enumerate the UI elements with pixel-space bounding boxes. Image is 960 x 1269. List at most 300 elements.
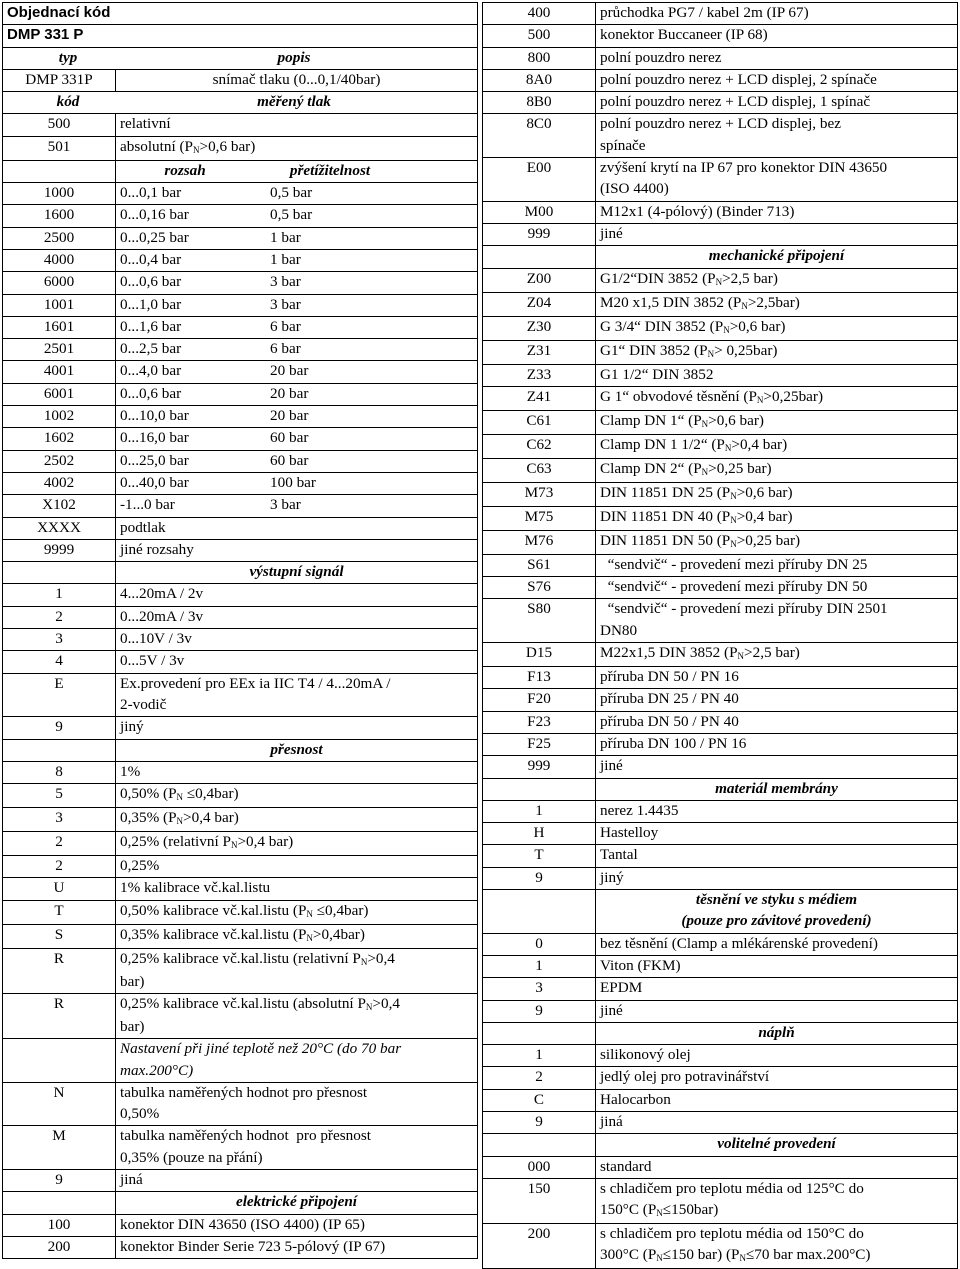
cell-text: 0...20mA / 3v [120, 607, 204, 625]
description-cell [116, 495, 478, 517]
option-row [483, 530, 958, 554]
description-cell [596, 689, 958, 711]
option-row [3, 832, 478, 856]
cell-text: 3 bar [270, 496, 301, 514]
heading-row [3, 3, 478, 25]
code-cell [483, 47, 596, 69]
code-cell [3, 673, 116, 695]
code-cell [483, 823, 596, 845]
description-cell [596, 978, 958, 1000]
cell-text: s chladičem pro teplotu média od 125°C do [600, 1179, 864, 1197]
cell-text: Nastavení při jiné teplotě než 20°C (do 70 bar [120, 1040, 402, 1058]
code-cell [3, 761, 116, 783]
option-row [483, 1067, 958, 1089]
cell-text: >0,25 bar) [708, 459, 772, 477]
cell-text: kód [56, 93, 80, 111]
cell-text: 1 [535, 1046, 543, 1064]
cell-text: S76 [527, 578, 551, 596]
code-cell [483, 978, 596, 1000]
cell-text: 9 [55, 1171, 63, 1189]
cell-text: 1600 [43, 206, 75, 224]
code-cell [483, 1045, 596, 1067]
cell-text: 0...2,5 bar [120, 340, 182, 358]
description-cell [596, 506, 958, 530]
cell-text: podtlak [120, 518, 166, 536]
cell-text: 0...1,0 bar [120, 295, 182, 313]
cell-text: T [54, 901, 64, 919]
cell-text: 2501 [43, 340, 75, 358]
continuation-row [483, 1200, 958, 1224]
cell-text: 800 [527, 48, 551, 66]
cell-text: >0,4 bar) [183, 809, 239, 827]
description-cell [596, 554, 958, 576]
option-row [483, 25, 958, 47]
cell-text: jiný [120, 718, 144, 736]
cell-text: >0,6 bar) [736, 483, 793, 501]
cell-text: 0...1,6 bar [120, 317, 182, 335]
continuation-row [3, 972, 478, 994]
description-cell [596, 69, 958, 91]
cell-text: DMP 331P [25, 70, 93, 88]
option-row [483, 1178, 958, 1200]
cell-text: 1 bar [270, 250, 301, 268]
description-cell [116, 249, 478, 271]
subscript: N [306, 932, 313, 943]
cell-text: 2 [55, 607, 63, 625]
code-cell [483, 340, 596, 364]
description-cell [596, 577, 958, 599]
cell-text: 0 [535, 934, 543, 952]
cell-text: 1 bar [270, 228, 301, 246]
subscript: N [715, 276, 723, 287]
cell-text: 2502 [43, 451, 75, 469]
code-cell [483, 689, 596, 711]
option-row [3, 136, 478, 160]
range-row [3, 406, 478, 428]
subscript: N [730, 538, 737, 549]
code-cell [483, 201, 596, 223]
description-cell [116, 517, 478, 539]
code-cell [483, 1134, 596, 1156]
cell-text: 2 [55, 833, 63, 851]
code-cell [3, 1082, 116, 1104]
subscript: N [724, 442, 732, 453]
cell-text: 400 [527, 4, 551, 21]
section-header-cell [596, 890, 958, 912]
range-row [3, 272, 478, 294]
description-cell [596, 410, 958, 434]
cell-text: jiný [600, 868, 624, 886]
description-cell [116, 339, 478, 361]
cell-text: 0...0,1 bar [120, 184, 182, 202]
cell-text: >0,4 [367, 949, 395, 967]
cell-text: 9 [535, 868, 543, 886]
cell-text: Clamp DN 1“ (P [600, 411, 702, 429]
cell-text: Z33 [526, 365, 552, 383]
cell-text: F23 [527, 712, 551, 730]
code-cell [3, 972, 116, 994]
code-cell [3, 1236, 116, 1258]
cell-text: 9 [535, 1112, 543, 1130]
section-header-row [3, 47, 478, 69]
cell-text: Clamp DN 1 1/2“ (P [600, 435, 725, 453]
cell-text: 4001 [43, 362, 75, 380]
cell-text: polní pouzdro nerez [600, 48, 722, 66]
cell-text: M20 x1,5 DIN 3852 (P [600, 293, 742, 311]
code-cell [483, 890, 596, 912]
option-row [483, 340, 958, 364]
option-row [3, 1039, 478, 1061]
cell-text: ≤0,4bar) [312, 901, 369, 919]
cell-text: relativní [120, 115, 171, 133]
description-cell [596, 340, 958, 364]
cell-text: 20 bar [270, 407, 309, 425]
cell-text: >0,25 bar) [736, 531, 801, 549]
cell-text: 0,5 bar [270, 206, 313, 224]
option-row [3, 856, 478, 878]
cell-text: 5 [55, 785, 63, 803]
code-cell [483, 599, 596, 621]
option-row [483, 386, 958, 410]
code-cell [3, 1126, 116, 1148]
cell-text: těsnění ve styku s médiem [695, 891, 858, 909]
cell-text: 200 [527, 1225, 551, 1243]
description-cell [596, 1000, 958, 1022]
description-cell [116, 272, 478, 294]
range-row [3, 495, 478, 517]
code-cell [483, 1089, 596, 1111]
description-cell [596, 223, 958, 245]
description-cell [596, 1156, 958, 1178]
cell-text: 60 bar [270, 429, 309, 447]
description-cell [116, 472, 478, 494]
cell-text: >0,4 [372, 994, 400, 1012]
option-row [3, 673, 478, 695]
subscript: N [365, 1001, 373, 1012]
description-cell [596, 867, 958, 889]
range-row [3, 450, 478, 472]
description-cell [116, 114, 478, 136]
option-row [483, 434, 958, 458]
option-row [3, 539, 478, 561]
range-row [3, 316, 478, 338]
code-cell [3, 316, 116, 338]
subscript: N [176, 792, 184, 803]
option-row [483, 577, 958, 599]
option-row [3, 900, 478, 924]
range-row [3, 227, 478, 249]
code-cell [483, 756, 596, 778]
cell-text: příruba DN 50 / PN 16 [600, 668, 739, 686]
code-cell [3, 472, 116, 494]
range-row [3, 383, 478, 405]
cell-text: 1 [55, 585, 63, 603]
description-cell [116, 1104, 478, 1126]
description-cell [116, 784, 478, 808]
cell-text: M12x1 (4-pólový) (Binder 713) [600, 202, 795, 220]
code-cell [483, 778, 596, 800]
description-cell [116, 406, 478, 428]
cell-text: konektor Buccaneer (IP 68) [600, 26, 768, 44]
description-cell [596, 434, 958, 458]
option-row [3, 808, 478, 832]
description-cell [596, 268, 958, 292]
code-cell [483, 506, 596, 530]
code-cell [3, 136, 116, 160]
cell-text: >2,5 bar) [722, 269, 778, 287]
option-row [3, 948, 478, 972]
option-row [483, 47, 958, 69]
subscript: N [193, 144, 200, 155]
continuation-row [483, 1245, 958, 1269]
description-cell [116, 717, 478, 739]
cell-text: 500 [47, 115, 71, 133]
cell-text: M00 [524, 202, 554, 220]
cell-text: absolutní (P [120, 137, 193, 155]
code-cell [483, 292, 596, 316]
range-row [3, 294, 478, 316]
cell-text: 0,50% (P [120, 785, 177, 803]
code-cell [483, 800, 596, 822]
subscript: N [176, 816, 184, 827]
cell-text: 300°C (P [600, 1246, 657, 1264]
code-cell [3, 183, 116, 205]
code-cell [3, 272, 116, 294]
continuation-row [3, 695, 478, 717]
code-cell [483, 316, 596, 340]
cell-text: “sendvič“ - provedení mezi příruby DIN 2501 [600, 600, 888, 618]
description-cell [596, 179, 958, 201]
cell-text: 150°C (P [600, 1201, 657, 1219]
order-code-table-left [2, 2, 478, 1259]
cell-text: 8A0 [525, 70, 553, 88]
cell-text: 2-vodič [120, 695, 167, 713]
option-row [3, 584, 478, 606]
cell-text: Ex.provedení pro EEx ia IIC T4 / 4...20mA / [120, 674, 391, 692]
code-cell [3, 539, 116, 561]
cell-text: C61 [526, 411, 552, 429]
cell-text: konektor Binder Serie 723 5-pólový (IP 67) [120, 1237, 386, 1255]
subscript: N [739, 1253, 746, 1264]
cell-text: 1% kalibrace vč.kal.listu [120, 879, 271, 897]
section-header-row [483, 890, 958, 912]
cell-text: >2,5bar) [747, 293, 800, 311]
code-cell [483, 410, 596, 434]
subscript: N [360, 956, 368, 967]
cell-text: >2,5 bar) [744, 644, 800, 662]
cell-text: max.200°C) [120, 1061, 194, 1079]
description-cell [596, 599, 958, 621]
cell-text: (ISO 4400) [600, 180, 669, 198]
code-cell [483, 434, 596, 458]
cell-text: G1“ DIN 3852 (P [600, 341, 708, 359]
range-row [3, 361, 478, 383]
cell-text: 4...20mA / 2v [120, 585, 204, 603]
code-cell [3, 562, 116, 584]
cell-text: 0,25% [120, 857, 160, 875]
section-header-row [3, 92, 478, 114]
cell-text: F25 [527, 734, 551, 752]
code-cell [483, 1245, 596, 1269]
cell-text: D15 [525, 644, 553, 662]
cell-text: > 0,25bar) [714, 341, 778, 359]
cell-text: 150 [527, 1179, 551, 1197]
description-cell [116, 584, 478, 606]
range-row [3, 249, 478, 271]
code-cell [483, 92, 596, 114]
cell-text: jiné [600, 757, 623, 775]
cell-text: přetížitelnost [289, 161, 371, 179]
description-cell [596, 1245, 958, 1269]
continuation-row [483, 179, 958, 201]
continuation-row [3, 1017, 478, 1039]
cell-text: 0...0,6 bar [120, 273, 182, 291]
description-cell [116, 1126, 478, 1148]
cell-text: >0,4bar) [312, 925, 365, 943]
code-cell [483, 246, 596, 268]
type-row [3, 69, 478, 91]
cell-text: 0...0,16 bar [120, 206, 189, 224]
code-cell [483, 69, 596, 91]
section-header-cell [596, 778, 958, 800]
cell-text: průchodka PG7 / kabel 2m (IP 67) [600, 4, 809, 21]
cell-text: 4000 [43, 250, 75, 268]
code-cell [483, 3, 596, 25]
cell-text: jiná [120, 1171, 143, 1189]
subscript: N [656, 1253, 663, 1264]
section-header-cell [116, 1192, 478, 1214]
description-cell [116, 761, 478, 783]
cell-text: S [54, 925, 64, 943]
cell-text: 6001 [43, 384, 75, 402]
option-row [3, 1170, 478, 1192]
option-row [483, 756, 958, 778]
continuation-row [483, 136, 958, 158]
cell-text: 3 [55, 630, 63, 648]
cell-text: 0,35% kalibrace vč.kal.listu (P [120, 925, 307, 943]
section-header-row [483, 246, 958, 268]
cell-text: >0,4 bar) [736, 507, 793, 525]
cell-text: zvýšení krytí na IP 67 pro konektor DIN 43650 [600, 159, 888, 177]
description-cell [596, 114, 958, 136]
subscript: N [737, 651, 745, 662]
cell-text: >0,6 bar) [708, 411, 764, 429]
section-header-row [483, 1022, 958, 1044]
code-cell [483, 621, 596, 643]
code-cell [483, 711, 596, 733]
description-cell [116, 1039, 478, 1061]
description-cell [116, 205, 478, 227]
option-row [483, 599, 958, 621]
cell-text: 9999 [43, 540, 75, 558]
description-cell [116, 651, 478, 673]
option-row [3, 717, 478, 739]
description-cell [596, 1224, 958, 1246]
cell-text: 0,5 bar [270, 184, 313, 202]
option-row [483, 364, 958, 386]
description-cell [116, 878, 478, 900]
code-cell [483, 1067, 596, 1089]
description-cell [116, 1214, 478, 1236]
code-cell [3, 832, 116, 856]
cell-text: 1002 [43, 407, 75, 425]
cell-text: 500 [527, 26, 551, 44]
code-cell [3, 739, 116, 761]
cell-text: T [534, 846, 544, 864]
option-row [3, 993, 478, 1017]
code-cell [3, 205, 116, 227]
cell-text: M73 [524, 483, 554, 501]
cell-text: 1 [535, 801, 543, 819]
code-cell [3, 383, 116, 405]
cell-text: 60 bar [270, 451, 309, 469]
description-cell [596, 667, 958, 689]
description-cell [596, 3, 958, 25]
section-header-cell [596, 911, 958, 933]
cell-text: M75 [524, 507, 554, 525]
cell-text: 200 [47, 1237, 71, 1255]
description-cell [596, 621, 958, 643]
description-cell [116, 1148, 478, 1170]
description-cell [596, 933, 958, 955]
code-cell [3, 1148, 116, 1170]
cell-text: 4 [55, 652, 63, 670]
option-row [483, 114, 958, 136]
cell-text: polní pouzdro nerez + LCD displej, 1 spínač [600, 93, 871, 111]
cell-text: 100 bar [270, 473, 316, 491]
code-cell [483, 386, 596, 410]
range-row [3, 183, 478, 205]
option-row [483, 933, 958, 955]
code-cell [3, 114, 116, 136]
code-cell [483, 25, 596, 47]
option-row [3, 1236, 478, 1258]
cell-text: 0,25% kalibrace vč.kal.listu (absolutní P [120, 994, 366, 1012]
code-cell [483, 1000, 596, 1022]
option-row [3, 1214, 478, 1236]
cell-text: XXXX [37, 518, 81, 536]
code-cell [483, 667, 596, 689]
cell-text: Viton (FKM) [600, 956, 681, 974]
option-row [483, 955, 958, 977]
description-cell [116, 695, 478, 717]
option-row [483, 69, 958, 91]
option-row [3, 1126, 478, 1148]
cell-text: >0,4 bar) [237, 833, 294, 851]
code-cell [483, 268, 596, 292]
cell-text: M22x1,5 DIN 3852 (P [600, 644, 738, 662]
section-header-cell [596, 1022, 958, 1044]
cell-text: >0,4 bar) [731, 435, 788, 453]
section-header-row [3, 562, 478, 584]
cell-text: 2 [55, 857, 63, 875]
section-header-row [483, 1134, 958, 1156]
cell-text: F13 [527, 668, 551, 686]
option-row [3, 606, 478, 628]
description-cell [116, 972, 478, 994]
option-row [3, 651, 478, 673]
code-cell [3, 406, 116, 428]
option-row [483, 506, 958, 530]
description-cell [596, 1089, 958, 1111]
cell-text: ≤70 bar max.200°C) [745, 1246, 871, 1264]
description-cell [116, 993, 478, 1017]
description-cell [116, 183, 478, 205]
code-cell [3, 900, 116, 924]
code-cell [483, 1200, 596, 1224]
description-cell [116, 1082, 478, 1104]
description-cell [596, 316, 958, 340]
